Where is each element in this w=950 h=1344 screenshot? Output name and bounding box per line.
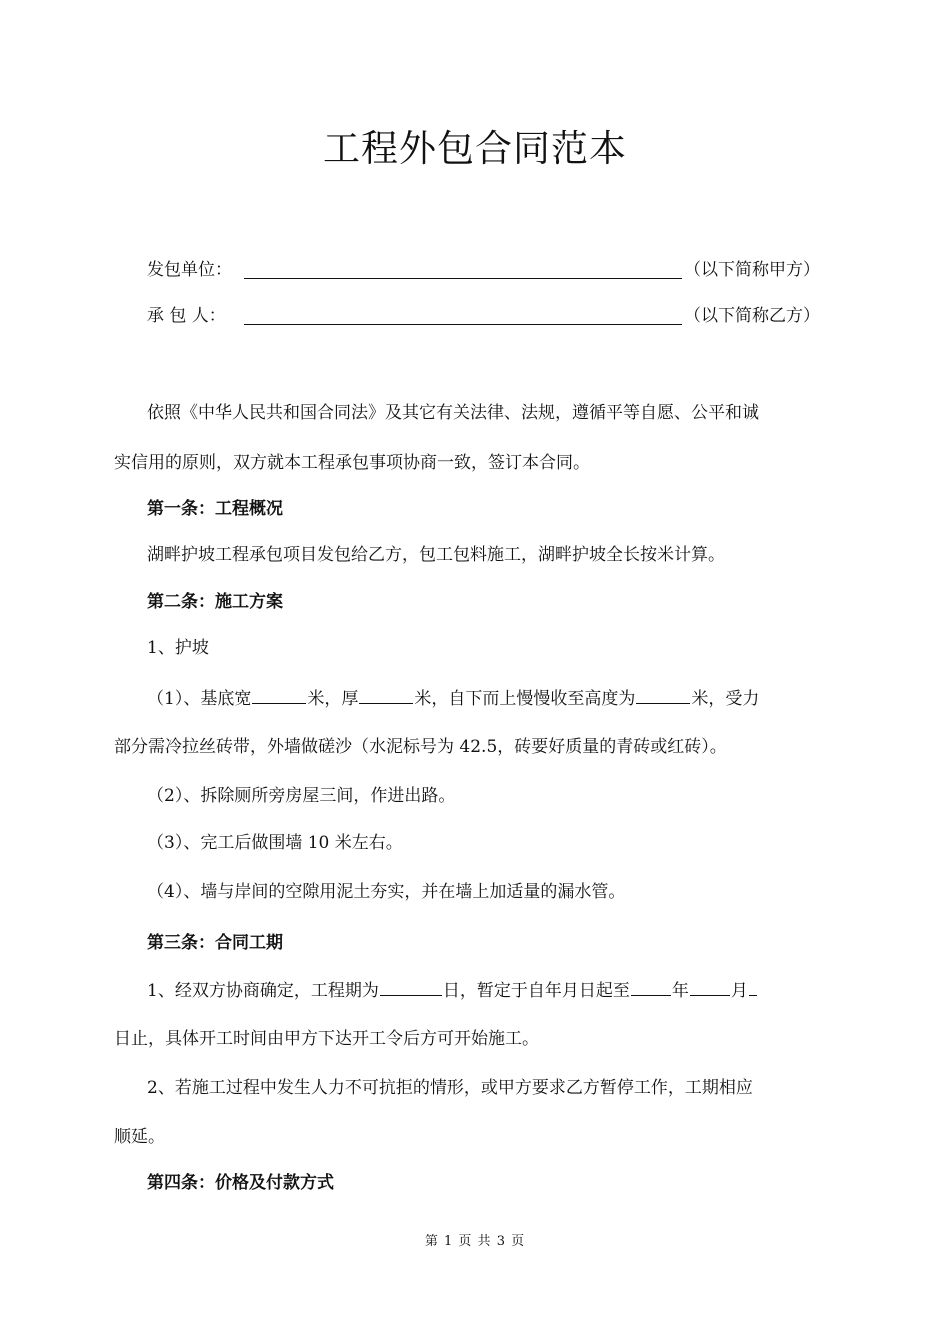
article-1-text: 湖畔护坡工程承包项目发包给乙方，包工包料施工，湖畔护坡全长按米计算。 (147, 545, 725, 565)
article-2-sub-2: （2）、拆除厕所旁房屋三间，作进出路。 (147, 786, 456, 806)
page-footer: 第 1 页 共 3 页 (424, 1234, 526, 1249)
sub1-part-c: 米，自下而上慢慢收至高度为 (414, 689, 636, 709)
intro-line-1: 依照《中华人民共和国合同法》及其它有关法律、法规，遵循平等自愿、公平和诚 (147, 403, 759, 423)
article-2-sub-4: （4）、墙与岸间的空隙用泥土夯实，并在墙上加适量的漏水管。 (147, 882, 626, 902)
article-2-sub-1-line-2: 部分需冷拉丝砖带，外墙做磋沙（水泥标号为 42.5，砖要好质量的青砖或红砖）。 (114, 737, 727, 757)
height-blank[interactable] (636, 685, 690, 704)
end-month-blank[interactable] (690, 977, 730, 996)
article-3-p2-line-1: 2、若施工过程中发生人力不可抗拒的情形，或甲方要求乙方暂停工作，工期相应 (147, 1078, 753, 1098)
document-title: 工程外包合同范本 (323, 127, 627, 170)
sub1-part-d: 米，受力 (691, 689, 760, 709)
article-3-heading: 第三条：合同工期 (147, 933, 283, 953)
employer-suffix: （以下简称甲方） (684, 260, 820, 280)
sub1-part-a: （1）、基底宽 (147, 689, 252, 709)
article-2-item-1: 1、护坡 (147, 638, 209, 658)
article-1-heading: 第一条：工程概况 (147, 499, 283, 519)
article-2-sub-3: （3）、完工后做围墙 10 米左右。 (147, 833, 403, 853)
p1-part-c: 年 (671, 981, 689, 1001)
p1-part-b: 日，暂定于自年月日起至 (442, 981, 630, 1001)
sub1-part-b: 米，厚 (307, 689, 359, 709)
article-4-heading: 第四条：价格及付款方式 (147, 1173, 334, 1193)
p1-part-d: 月 (730, 981, 748, 1001)
employer-blank[interactable] (244, 278, 682, 279)
article-3-p2-line-2: 顺延。 (114, 1127, 165, 1147)
thickness-blank[interactable] (359, 685, 413, 704)
contractor-blank[interactable] (244, 324, 682, 325)
article-2-sub-1 (147, 685, 759, 711)
end-year-blank[interactable] (631, 977, 671, 996)
p1-part-a: 1、经双方协商确定，工程期为 (147, 981, 379, 1001)
employer-label: 发包单位： (147, 260, 232, 280)
article-3-p1 (147, 977, 758, 1003)
end-day-blank[interactable] (749, 977, 757, 996)
duration-days-blank[interactable] (380, 977, 442, 996)
article-3-p1-line-2: 日止，具体开工时间由甲方下达开工令后方可开始施工。 (114, 1029, 539, 1049)
contractor-suffix: （以下简称乙方） (684, 306, 820, 326)
contractor-label: 承 包 人： (147, 306, 226, 326)
article-2-heading: 第二条：施工方案 (147, 592, 283, 612)
intro-line-2: 实信用的原则，双方就本工程承包事项协商一致，签订本合同。 (114, 453, 590, 473)
base-width-blank[interactable] (252, 685, 306, 704)
